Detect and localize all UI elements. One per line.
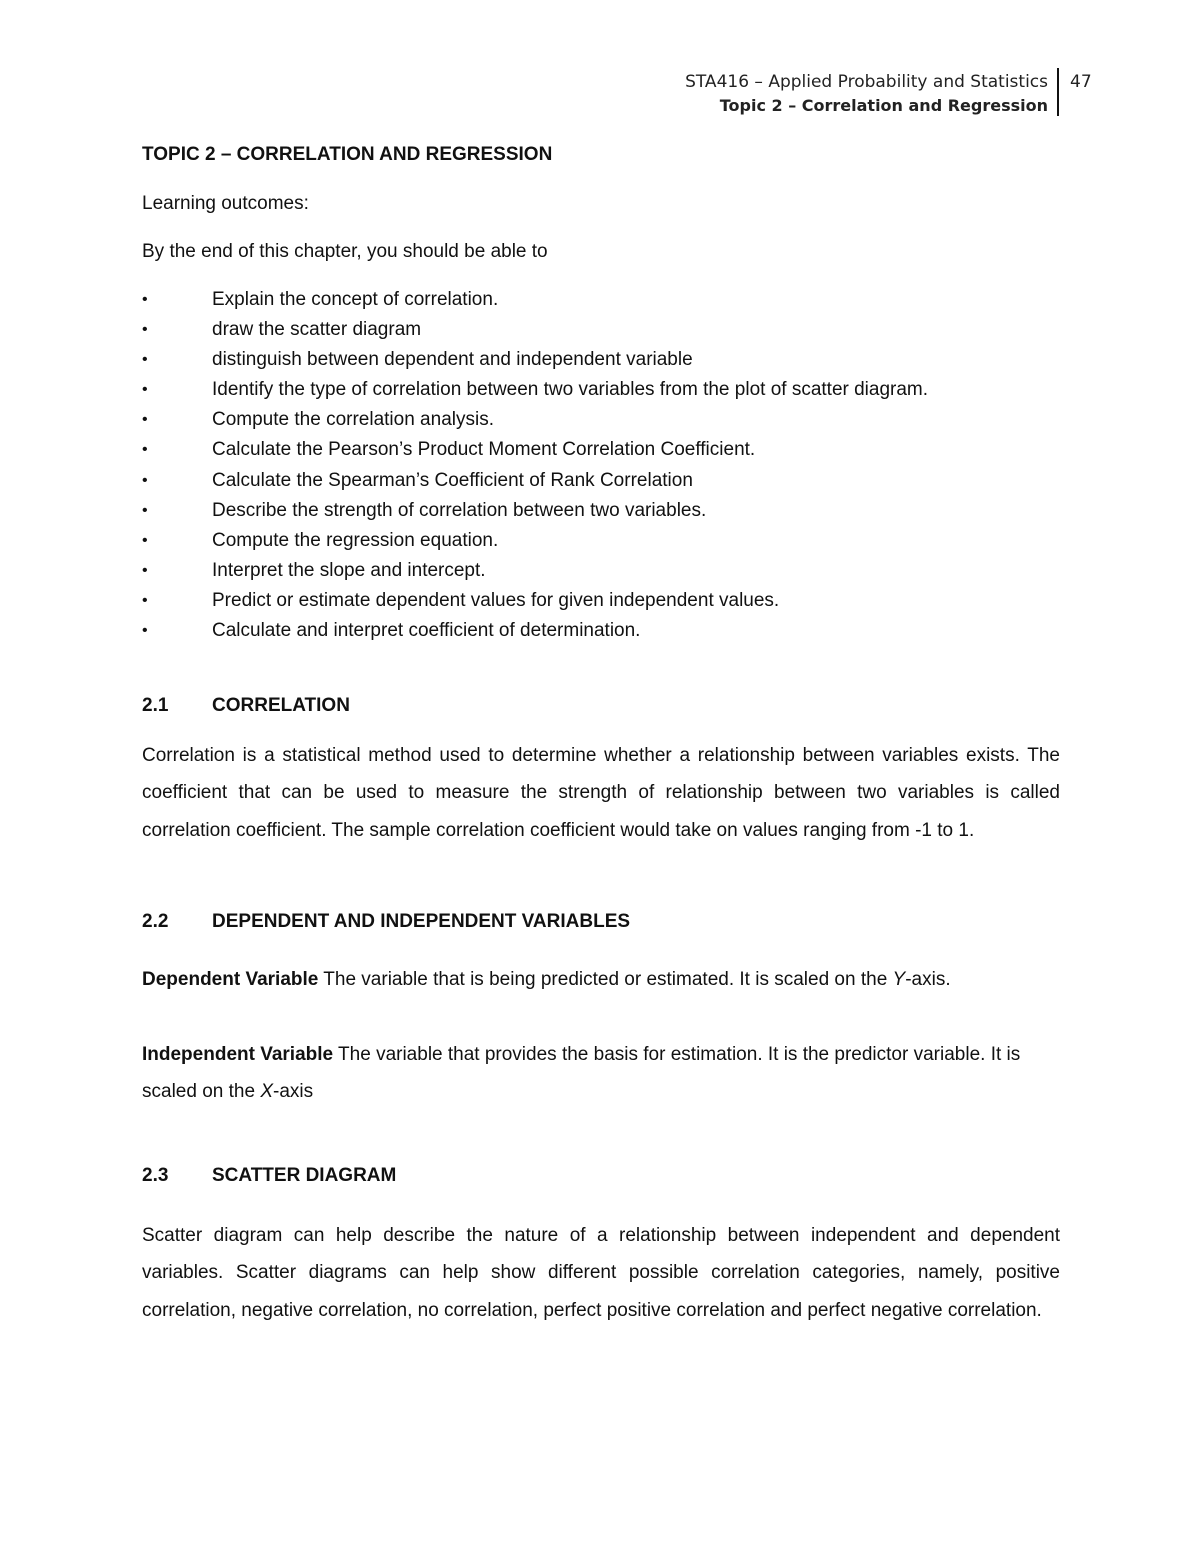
bullet-icon: • (142, 351, 148, 369)
page-number: 47 (1070, 72, 1092, 92)
correlation-paragraph: Correlation is a statistical method used to determine whether a relationship between variables exists. The coefficient that can be used to measure the strength of relationship between two variables is called correlation coefficient. The sample correlation coefficient would take on values ranging from -1 to 1. (142, 745, 1060, 841)
list-item-text: Compute the regression equation. (212, 529, 499, 551)
bullet-icon: • (142, 321, 148, 339)
bullet-icon: • (142, 622, 148, 640)
learning-outcomes-list (142, 289, 1060, 650)
list-item (142, 439, 1060, 469)
list-item-text: Calculate and interpret coefficient of determination. (212, 620, 641, 642)
list-item-text: Explain the concept of correlation. (212, 289, 499, 310)
list-item-text: Calculate the Pearson’s Product Moment Correlation Coefficient. (212, 439, 756, 461)
list-item (142, 470, 1060, 500)
list-item-text: Identify the type of correlation between two variables from the plot of scatter diagram. (212, 379, 929, 401)
list-item (142, 500, 1060, 530)
section-title: SCATTER DIAGRAM (212, 1165, 397, 1186)
section-title: CORRELATION (212, 695, 350, 716)
bullet-icon: • (142, 381, 148, 399)
list-item (142, 560, 1060, 590)
section-number: 2.1 (142, 695, 169, 716)
intro-sentence: By the end of this chapter, you should be able to (142, 241, 548, 262)
independent-variable-definition (142, 1036, 1022, 1111)
bullet-icon: • (142, 291, 148, 308)
bullet-icon: • (142, 441, 148, 459)
section-number: 2.2 (142, 911, 169, 932)
axis-symbol: X (260, 1081, 273, 1103)
list-item-text: Interpret the slope and intercept. (212, 559, 486, 581)
scatter-paragraph: Scatter diagram can help describe the nature of a relationship between independent and dependent variables. Scatter diagrams can help show different possible correlation categories, namely, positive correlation, negative correlation, no correlation, perfect positive correlation and perfect negative correlation. (142, 1225, 1060, 1321)
list-item (142, 319, 1060, 349)
running-header (685, 70, 1048, 118)
list-item (142, 289, 1060, 319)
topic-subtitle: Topic 2 – Correlation and Regression (719, 96, 1048, 115)
list-item (142, 349, 1060, 379)
list-item-text: Predict or estimate dependent values for given independent values. (212, 589, 780, 611)
header-divider (1057, 68, 1059, 116)
topic-title: TOPIC 2 – CORRELATION AND REGRESSION (142, 144, 553, 165)
list-item-text: Calculate the Spearman’s Coefficient of Rank Correlation (212, 469, 693, 491)
bullet-icon: • (142, 561, 148, 579)
independent-variable-term: Independent Variable (142, 1044, 334, 1065)
bullet-icon: • (142, 501, 148, 519)
section-number: 2.3 (142, 1165, 169, 1186)
definition-text: The variable that is being predicted or estimated. It is scaled on the (318, 969, 893, 990)
definition-text: -axis. (905, 969, 951, 990)
bullet-icon: • (142, 411, 148, 429)
definition-text: The variable that provides the basis for estimation. It is the predictor variable. It is scaled on the (142, 1044, 1021, 1103)
list-item-text: Describe the strength of correlation between two variables. (212, 499, 707, 521)
bullet-icon: • (142, 471, 148, 489)
section-heading-variables (142, 911, 630, 933)
list-item (142, 590, 1060, 620)
list-item-text: draw the scatter diagram (212, 319, 422, 341)
list-item (142, 620, 1060, 650)
list-item-text: Compute the correlation analysis. (212, 409, 494, 431)
section-title: DEPENDENT AND INDEPENDENT VARIABLES (212, 911, 631, 932)
bullet-icon: • (142, 531, 148, 549)
list-item (142, 379, 1060, 409)
list-item (142, 530, 1060, 560)
list-item (142, 409, 1060, 439)
section-heading-correlation (142, 695, 350, 717)
section-heading-scatter (142, 1165, 396, 1187)
definition-text: -axis (273, 1081, 314, 1103)
bullet-icon: • (142, 591, 148, 609)
course-title: STA416 – Applied Probability and Statistics (685, 72, 1048, 92)
dependent-variable-term: Dependent Variable (142, 969, 319, 990)
dependent-variable-definition (142, 961, 1022, 998)
axis-symbol: Y (892, 969, 906, 990)
learning-outcomes-label: Learning outcomes: (142, 193, 309, 214)
list-item-text: distinguish between dependent and independent variable (212, 349, 693, 371)
